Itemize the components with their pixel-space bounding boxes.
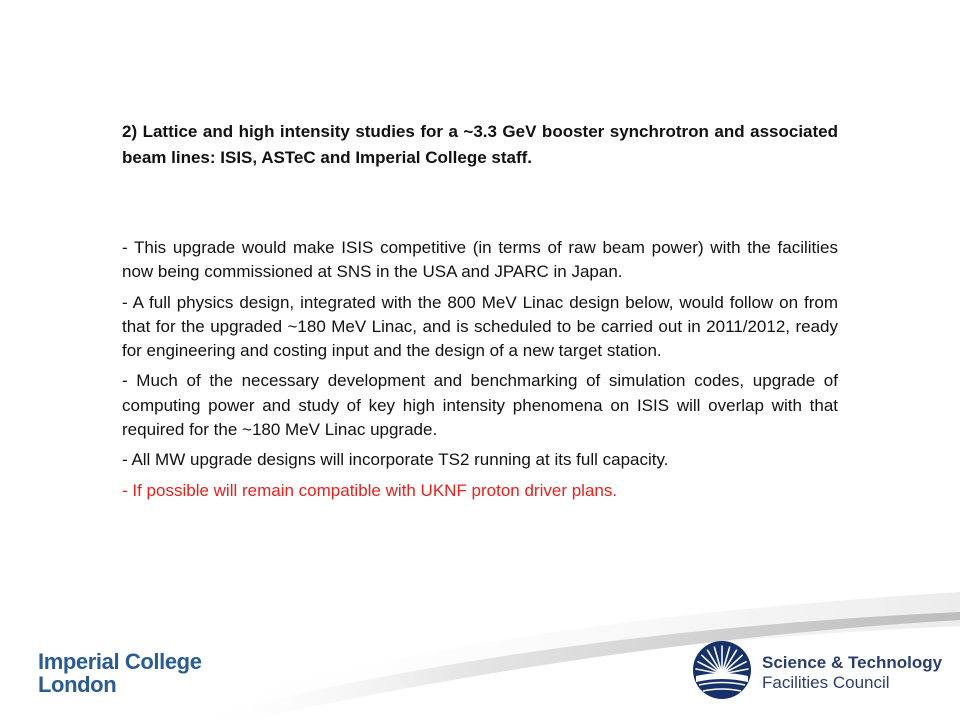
bullet-item: - Much of the necessary development and benchmarking of simulation codes, upgrade of computing power and study of key high intensity phenomena on ISIS will overlap with that required for the ~180 MeV Linac upgrade. — [122, 371, 838, 440]
imperial-logo-line2: London — [38, 672, 117, 697]
bullet-list — [122, 236, 838, 509]
stfc-logo-line1: Science & Technology — [762, 653, 943, 672]
stfc-logo-line2: Facilities Council — [762, 673, 890, 692]
imperial-logo-line1: Imperial College — [38, 649, 202, 674]
slide-heading: 2) Lattice and high intensity studies for a ~3.3 GeV booster synchrotron and associated beam lines: ISIS, ASTeC and Imperial College staff. — [122, 122, 838, 167]
stfc-sunburst-icon — [692, 640, 752, 700]
stfc-wordmark — [762, 653, 942, 693]
bullet-item: - All MW upgrade designs will incorporate TS2 running at its full capacity. — [122, 450, 669, 470]
imperial-college-logo — [38, 650, 202, 696]
bullet-item-highlight: - If possible will remain compatible with UKNF proton driver plans. — [122, 480, 618, 500]
stfc-logo — [692, 640, 942, 700]
bullet-item: - A full physics design, integrated with the 800 MeV Linac design below, would follow on from that for the upgraded ~180 MeV Linac, and is scheduled to be carried out in 2011/2012, ready for engineering and costing input and the design of a new target station. — [122, 292, 838, 361]
bullet-item: - This upgrade would make ISIS competitive (in terms of raw beam power) with the facilities now being commissioned at SNS in the USA and JPARC in Japan. — [122, 238, 838, 282]
